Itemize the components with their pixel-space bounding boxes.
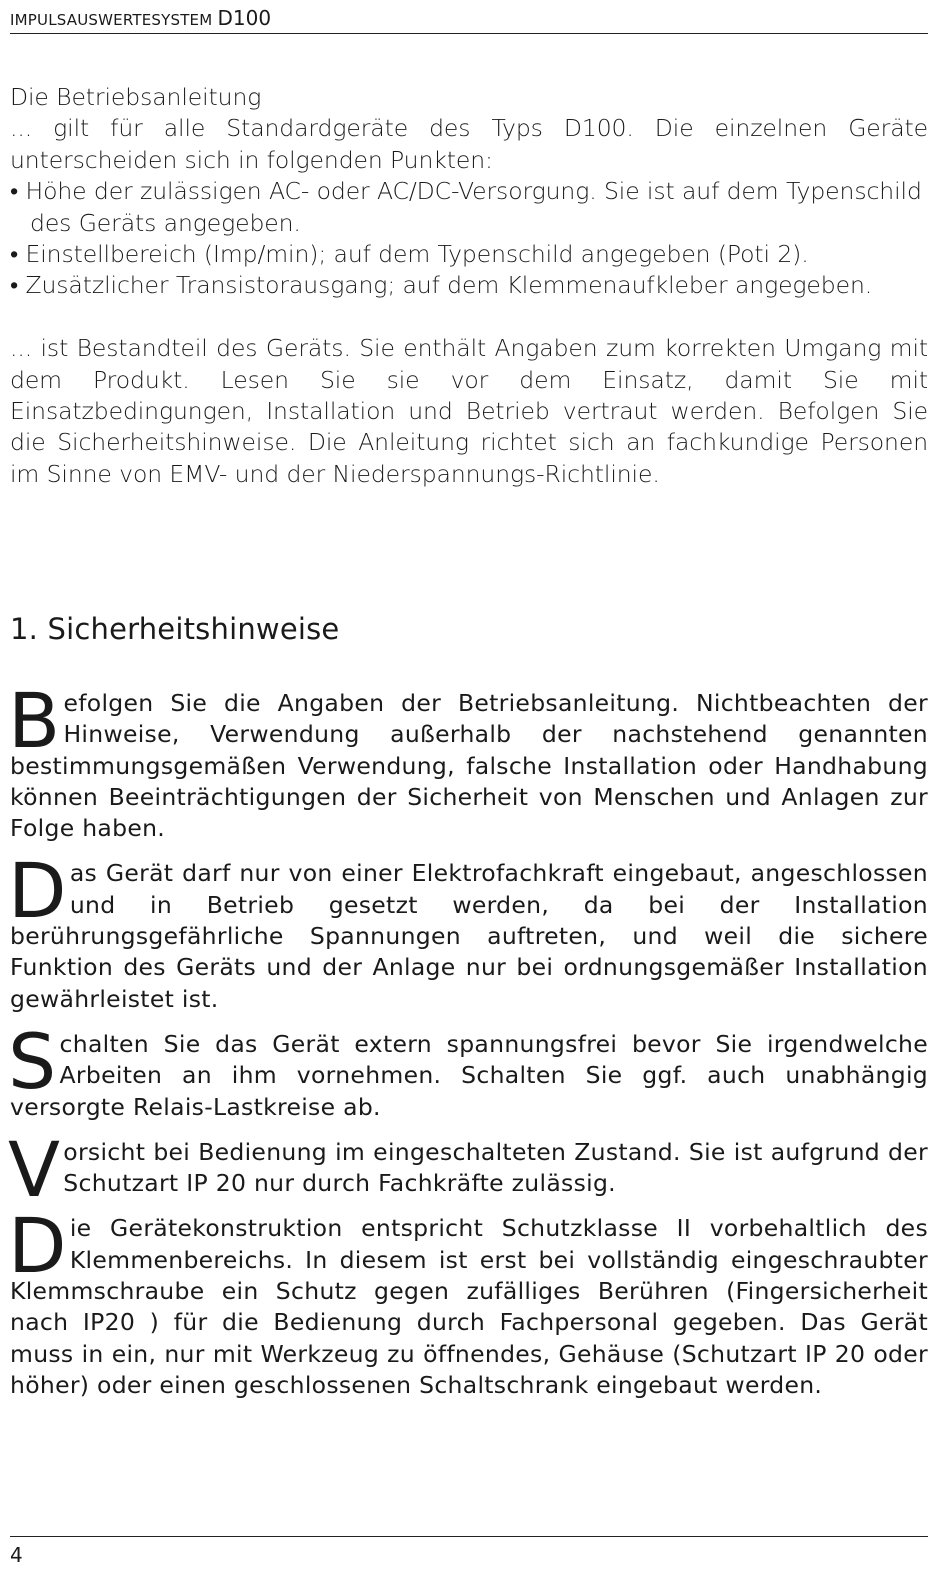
bullet-text: Einstellbereich (Imp/min); auf dem Typenschild angegeben (Poti 2). bbox=[25, 240, 809, 269]
safety-notes bbox=[8, 676, 928, 1415]
page-footer bbox=[10, 1536, 928, 1567]
intro-section bbox=[10, 82, 928, 490]
safety-paragraph bbox=[8, 1201, 928, 1401]
page-number: 4 bbox=[10, 1543, 23, 1567]
safety-paragraph bbox=[8, 1016, 928, 1123]
drop-cap: D bbox=[8, 1201, 67, 1291]
bullet-text: Höhe der zulässigen AC- oder AC/DC-Versorgung. Sie ist auf dem Typenschild des Geräts angegeben. bbox=[25, 177, 922, 237]
paragraph-text: efolgen Sie die Angaben der Betriebsanleitung. Nichtbeachten der Hinweise, Verwendung außerhalb der nachstehend genannten bestimmungsgemäßen Verwendung, falsche Installation oder Handhabung können Beeinträchtigungen der Sicherheit von Menschen und Anlagen zur Folge haben. bbox=[10, 689, 928, 843]
bullet-item: • Zusätzlicher Transistorausgang; auf dem Klemmenaufkleber angegeben. bbox=[10, 271, 873, 300]
page-header bbox=[10, 6, 928, 34]
intro-line: ... gilt für alle Standardgeräte des Typs D100. Die einzelnen Geräte unterscheiden sich in folgenden Punkten: bbox=[10, 114, 928, 174]
paragraph-text: ie Gerätekonstruktion entspricht Schutzklasse II vorbehaltlich des Klemmenbereichs. In diesem ist erst bei vollständig eingeschraubter Klemmschraube ein Schutz gegen zufälliges Berühren (Fingersicherheit nach IP20 ) für die Bedienung durch Fachpersonal gegeben. Das Gerät muss in ein, nur mit Werkzeug zu öffnendes, Gehäuse (Schutzart IP 20 oder höher) oder einen geschlossenen Schaltschrank eingebaut werden. bbox=[10, 1214, 928, 1399]
paragraph-text: chalten Sie das Gerät extern spannungsfrei bevor Sie irgendwelche Arbeiten an ihm vornehmen. Schalten Sie ggf. auch unabhängig versorgte Relais-Lastkreise ab. bbox=[10, 1029, 928, 1121]
drop-cap: V bbox=[8, 1124, 61, 1214]
header-model: D100 bbox=[217, 6, 272, 30]
drop-cap: S bbox=[8, 1016, 57, 1106]
section-title: 1. Sicherheitshinweise bbox=[10, 612, 340, 646]
safety-paragraph bbox=[8, 676, 928, 844]
drop-cap: B bbox=[8, 676, 61, 765]
header-title: IMPULSAUSWERTESYSTEM bbox=[10, 11, 213, 29]
paragraph-text: as Gerät darf nur von einer Elektrofachkraft eingebaut, angeschlossen und in Betrieb gesetzt werden, da bei der Installation berührungsgefährliche Spannungen auftreten, und weil die sichere Funktion des Geräts und der Anlage nur bei ordnungsgemäßer Installation gewährleistet ist. bbox=[10, 859, 928, 1013]
intro-paragraph: ... ist Bestandteil des Geräts. Sie enthält Angaben zum korrekten Umgang mit dem Produkt. Lesen Sie sie vor dem Einsatz, damit Sie mit Einsatzbedingungen, Installation und Betrieb vertraut werden. Befolgen Sie die Sicherheitshinweise. Die Anleitung richtet sich an fachkundige Personen im Sinne von EMV- und der Niederspannungs-Richtlinie. bbox=[10, 334, 928, 488]
safety-paragraph bbox=[8, 1124, 928, 1214]
bullet-item: • Höhe der zulässigen AC- oder AC/DC-Versorgung. Sie ist auf dem Typenschild des Geräts angegeben. bbox=[10, 177, 922, 237]
intro-heading: Die Betriebsanleitung bbox=[10, 83, 262, 111]
safety-paragraph bbox=[8, 846, 928, 1014]
paragraph-text: orsicht bei Bedienung im eingeschalteten Zustand. Sie ist aufgrund der Schutzart IP 20 nur durch Fachkräfte zulässig. bbox=[63, 1137, 928, 1198]
bullet-text: Zusätzlicher Transistorausgang; auf dem Klemmenaufkleber angegeben. bbox=[25, 271, 873, 300]
bullet-item: • Einstellbereich (Imp/min); auf dem Typenschild angegeben (Poti 2). bbox=[10, 240, 809, 269]
drop-cap: D bbox=[8, 846, 67, 936]
